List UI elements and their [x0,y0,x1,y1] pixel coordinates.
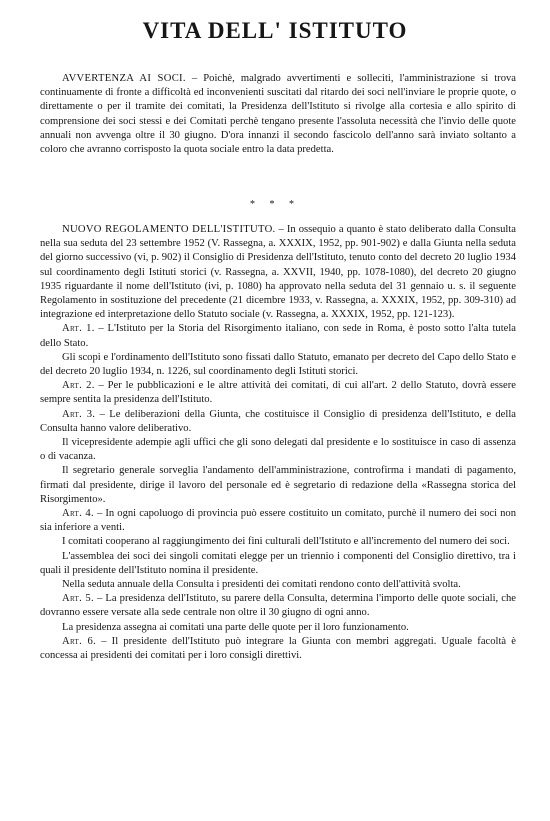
regolamento-paragraph [40,621,516,635]
regolamento-paragraph [40,635,516,663]
regolamento-paragraph [40,322,516,350]
paragraph-text: – L'Istituto per la Storia del Risorgimento italiano, con sede in Roma, è posto sotto l'alta tutela dello Stato. [40,323,516,349]
article-number: Art. 6. [62,635,97,647]
paragraph-text: – Per le pubblicazioni e le altre attività dei comitati, di cui all'art. 2 dello Statuto, dovrà essere sempre sentita la presidenza dell'Istituto. [40,380,516,406]
regolamento-paragraph [40,379,516,407]
section-separator: * * * [250,199,300,210]
paragraph-text: I comitati cooperano al raggiungimento dei fini culturali dell'Istituto e all'incremento del numero dei soci. [62,536,510,548]
paragraph-text: L'assemblea dei soci dei singoli comitati elegge per un triennio i componenti del Consiglio direttivo, tra i quali il presidente dell'Istituto nomina il presidente. [40,550,516,576]
regolamento-paragraph [40,464,516,507]
avvertenza-lead: AVVERTENZA AI SOCI. [62,73,186,84]
article-number: Art. 2. [62,380,95,392]
paragraph-text: Gli scopi e l'ordinamento dell'Istituto sono fissati dallo Statuto, emanato per decreto del Capo dello Stato e del decreto 20 luglio 1934, n. 1226, sul coordinamento degli Istituti storici. [40,351,516,378]
regolamento-paragraph [40,550,516,578]
paragraph-text: La presidenza assegna ai comitati una parte delle quote per il loro funzionamento. [62,621,409,633]
regolamento-paragraph [40,578,516,592]
regolamento-paragraph [40,507,516,535]
regolamento-paragraph [40,535,516,549]
avvertenza-paragraph [40,72,516,157]
regolamento-paragraph [40,436,516,464]
page-title: VITA DELL' ISTITUTO [142,18,408,43]
paragraph-text: – In ogni capoluogo di provincia può essere costituito un comitato, purchè il numero dei soci non sia inferiore a venti. [40,508,516,534]
regolamento-section [40,223,516,663]
article-number: Art. 5. [62,593,94,605]
paragraph-text: – In ossequio a quanto è stato deliberato dalla Consulta nella sua seduta del 23 settembre 1952 (V. Rassegna, a. XXXIX, 1952, pp. 901-902) e dalla Giunta nella seduta del giorno successivo (vi, p. 902) il Consiglio di Presidenza dell'Istituto, tenuto conto del decreto 20 luglio 1934 sul coordinamento degli Istituti storici (v. Rassegna, a. XXVII, 1940, pp. 1078-1080), del decreto 20 giugno 1935 riguardante il nome dell'Istituto (ivi, p. 1080) ha approvato nella seduta del 31 gennaio u. s. il seguente Regolamento in sostituzione del precedente (21 dicembre 1933, v. Rassegna, a. XXXIX, 1952, pp. 309-310) ad integrazione ed interpretazione dello Statuto sociale (v. Rassegna, a. XXXIX, 1952, pp. 121-123). [40,224,516,321]
article-number: Art. 3. [62,408,96,420]
paragraph-text: Nella seduta annuale della Consulta i presidenti dei comitati rendono conto dell'attività svolta. [62,579,461,591]
avvertenza-text: – Poichè, malgrado avvertimenti e solleciti, l'amministrazione si trova continuamente di fronte a difficoltà ed inconvenienti suscitati dal ritardo dei soci nell'inviare le proprie quote, o direttamente o per il tramite dei comitati, la Presidenza dell'Istituto si rivolge alla cortesia e allo spirito di comprensione dei soci stessi e dei Comitati perchè tengano presente l'assoluta necessità che l'invio delle quote annuali non avvenga oltre il 30 giugno. D'ora innanzi il secondo fascicolo dell'anno sarà inviato soltanto a coloro che avranno corrisposto la quota sociale entro la data predetta. [40,73,516,156]
paragraph-text: – Il presidente dell'Istituto può integrare la Giunta con membri aggregati. Uguale facoltà è concessa ai presidenti dei comitati per i loro consigli direttivi. [40,635,516,662]
avvertenza-section [40,72,516,157]
paragraph-text: Il vicepresidente adempie agli uffici che gli sono delegati dal presidente e lo sostituisce in caso di assenza o di vacanza. [40,437,516,463]
regolamento-paragraph [40,408,516,436]
regolamento-intro-paragraph [40,223,516,322]
paragraph-text: Il segretario generale sorveglia l'andamento dell'amministrazione, controfirma i mandati di pagamento, firmati dal presidente, dirige il lavoro del personale ed è segretario di redazione della «Rassegna storica del Risorgimento». [40,465,516,505]
paragraph-text: – La presidenza dell'Istituto, su parere della Consulta, determina l'importo delle quote sociali, che dovranno essere versate alla sede centrale non oltre il 30 giugno di ogni anno. [40,593,516,619]
article-number: Art. 1. [62,323,95,335]
article-number: Art. 4. [62,508,94,520]
regolamento-paragraph [40,351,516,379]
regolamento-heading: NUOVO REGOLAMENTO DELL'ISTITUTO. [62,224,276,235]
paragraph-text: – Le deliberazioni della Giunta, che costituisce il Consiglio di presidenza dell'Istituto, e della Consulta hanno valore deliberativo. [40,408,516,434]
regolamento-paragraph [40,592,516,620]
